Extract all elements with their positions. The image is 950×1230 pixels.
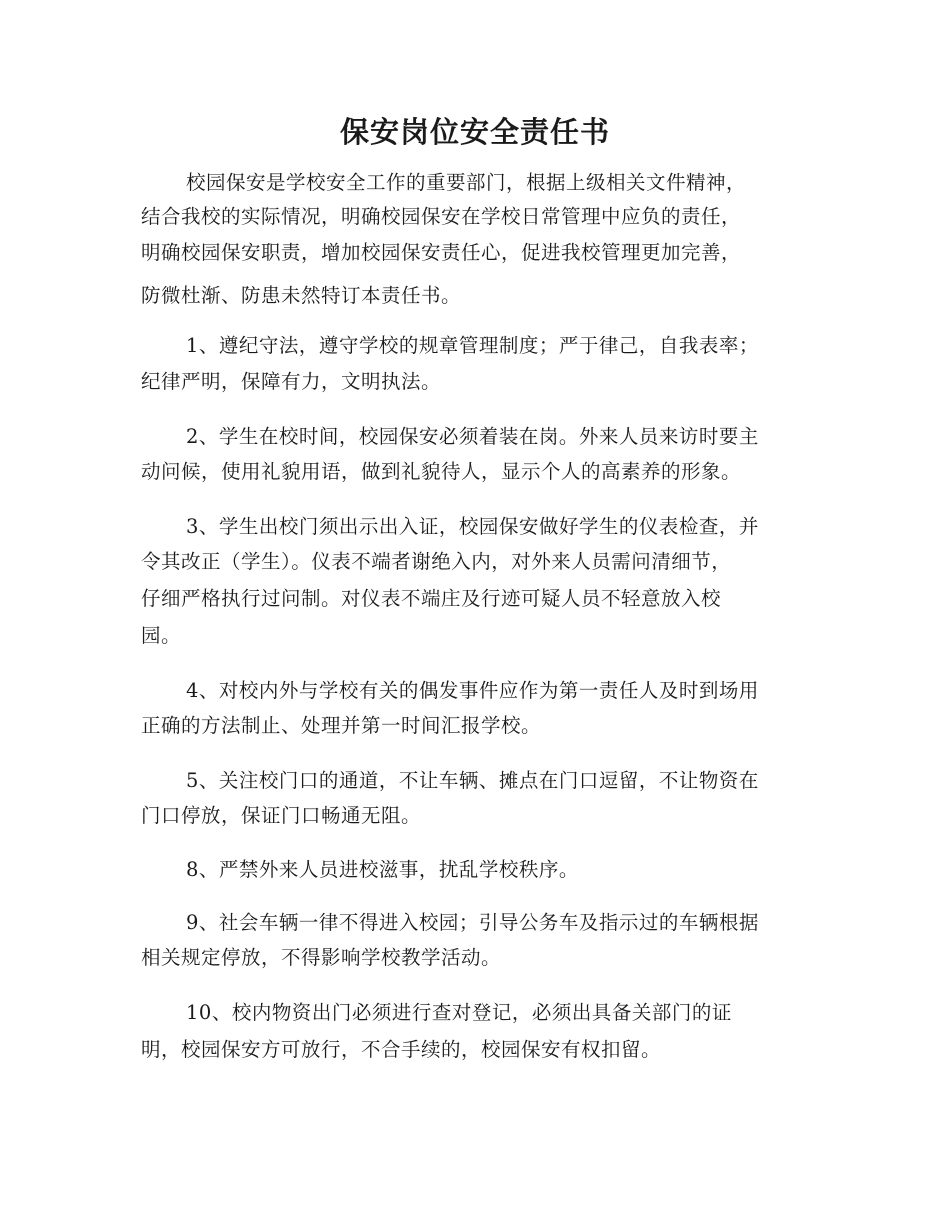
paragraph-line: 纪律严明，保障有力，文明执法。 <box>141 370 442 393</box>
paragraph-line: 明确校园保安职责，增加校园保安责任心，促进我校管理更加完善， <box>141 241 742 264</box>
paragraph-line: 仔细严格执行过问制。对仪表不端庄及行迹可疑人员不轻意放入校 <box>141 587 722 610</box>
paragraph-line: 8、严禁外来人员进校滋事，扰乱学校秩序。 <box>186 858 579 881</box>
paragraph-line: 园。 <box>141 624 182 647</box>
paragraph-line: 5、关注校门口的通道，不让车辆、摊点在门口逗留，不让物资在 <box>186 769 759 792</box>
paragraph-line: 正确的方法制止、处理并第一时间汇报学校。 <box>141 714 542 737</box>
paragraph-line: 防微杜渐、防患未然特订本责任书。 <box>141 284 462 307</box>
paragraph-line: 4、对校内外与学校有关的偶发事件应作为第一责任人及时到场用 <box>186 679 759 702</box>
paragraph-line: 10、校内物资出门必须进行查对登记，必须出具备关部门的证 <box>186 1001 732 1024</box>
paragraph-line: 校园保安是学校安全工作的重要部门，根据上级相关文件精神， <box>186 171 747 194</box>
paragraph-line: 2、学生在校时间，校园保安必须着装在岗。外来人员来访时要主 <box>186 425 759 448</box>
paragraph-line: 明，校园保安方可放行，不合手续的，校园保安有权扣留。 <box>141 1038 662 1061</box>
paragraph-line: 结合我校的实际情况，明确校园保安在学校日常管理中应负的责任， <box>141 205 742 228</box>
paragraph-line: 令其改正（学生）。仪表不端者谢绝入内，对外来人员需问清细节， <box>141 550 732 573</box>
paragraph-line: 动问候，使用礼貌用语，做到礼貌待人，显示个人的高素养的形象。 <box>141 460 742 483</box>
paragraph-line: 1、遵纪守法，遵守学校的规章管理制度；严于律己，自我表率； <box>186 334 759 357</box>
paragraph-line: 9、社会车辆一律不得进入校园；引导公务车及指示过的车辆根据 <box>186 911 759 934</box>
document-title: 保安岗位安全责任书 <box>339 115 610 149</box>
paragraph-line: 相关规定停放，不得影响学校教学活动。 <box>141 946 502 969</box>
paragraph-line: 门口停放，保证门口畅通无阻。 <box>141 804 422 827</box>
paragraph-line: 3、学生出校门须出示出入证，校园保安做好学生的仪表检查，并 <box>186 515 759 538</box>
